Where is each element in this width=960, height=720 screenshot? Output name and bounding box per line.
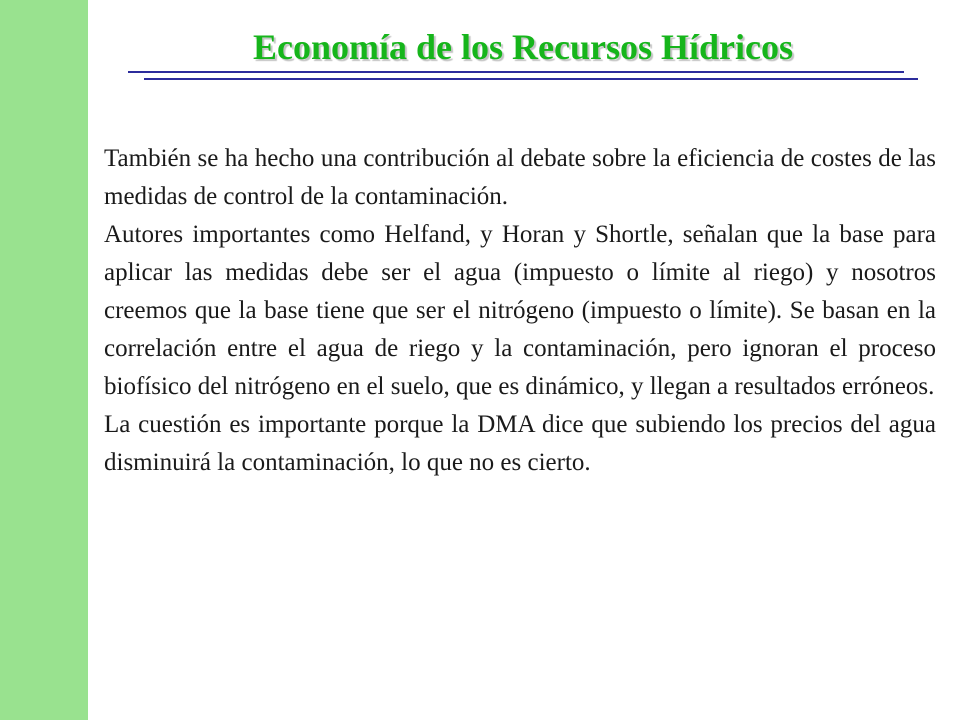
- title-underline-bottom: [144, 78, 918, 80]
- title-underline-top: [128, 71, 904, 73]
- left-accent-bar: [0, 0, 88, 720]
- slide-body: [104, 140, 936, 482]
- slide-title: Economía de los Recursos Hídricos: [253, 27, 793, 67]
- paragraph-2: Autores importantes como Helfand, y Horan y Shortle, señalan que la base para aplicar las medidas debe ser el agua (impuesto o límite al riego) y nosotros creemos que la base tiene que ser el nitrógeno (impuesto o límite). Se basan en la correlación entre el agua de riego y la contaminación, pero ignoran el proceso biofísico del nitrógeno en el suelo, que es dinámico, y llegan a resultados erróneos.: [104, 221, 936, 400]
- paragraph-3: La cuestión es importante porque la DMA dice que subiendo los precios del agua disminuirá la contaminación, lo que no es cierto.: [104, 411, 936, 476]
- paragraph-1: También se ha hecho una contribución al debate sobre la eficiencia de costes de las medidas de control de la contaminación.: [104, 145, 936, 210]
